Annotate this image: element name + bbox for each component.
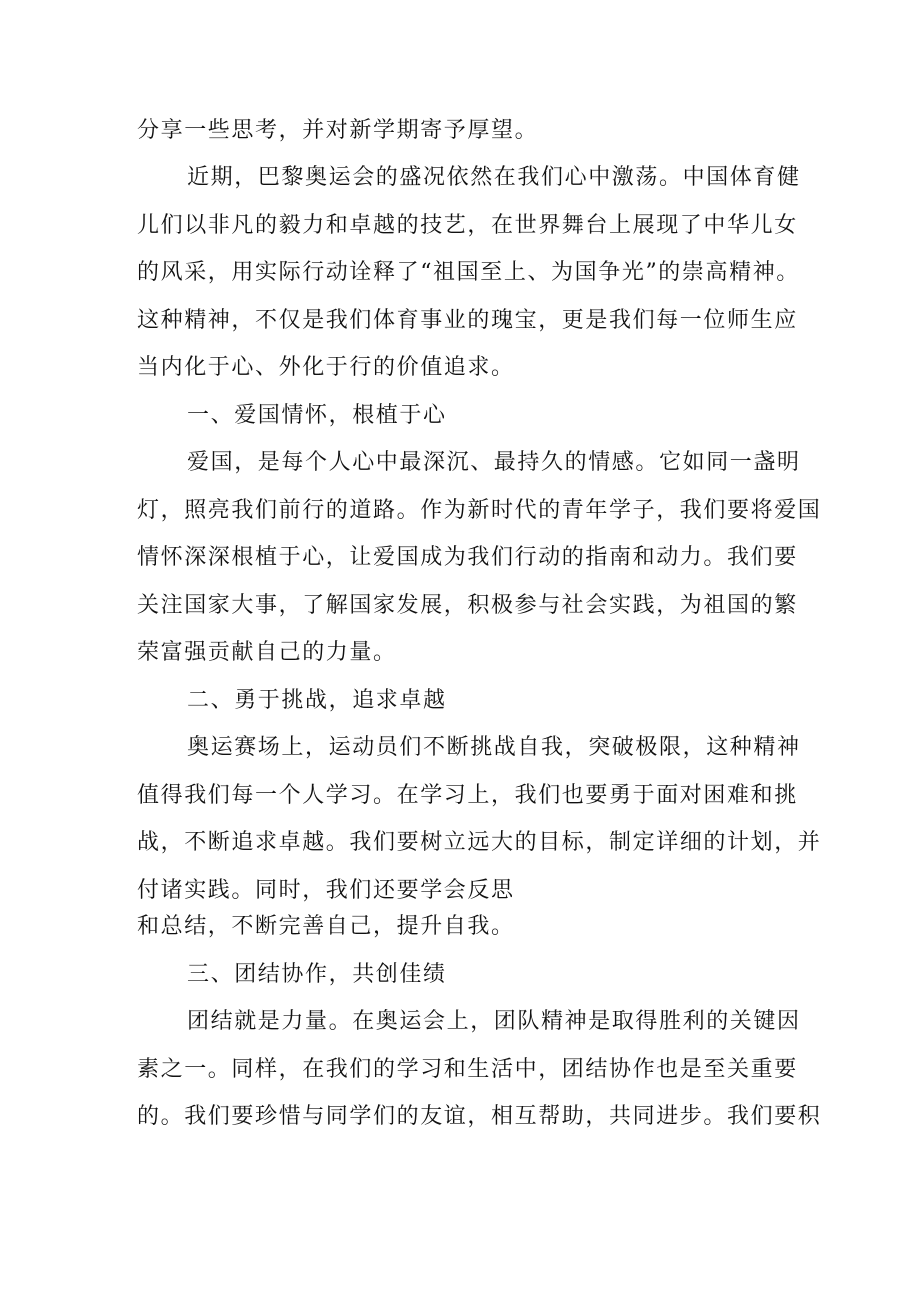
text-line: 分享一些思考，并对新学期寄予厚望。 xyxy=(137,118,539,143)
text-line: 情怀深深根植于心，让爱国成为我们行动的指南和动力。我们要 xyxy=(137,545,798,570)
text-line: 战，不断追求卓越。我们要树立远大的目标，制定详细的计划，并 xyxy=(137,830,822,855)
text-line: 团结就是力量。在奥运会上，团队精神是取得胜利的关键因 xyxy=(187,1009,801,1034)
text-line: 这种精神，不仅是我们体育事业的瑰宝，更是我们每一位师生应 xyxy=(137,308,798,333)
text-line: 和总结，不断完善自己，提升自我。 xyxy=(137,914,515,939)
text-line: 付诸实践。同时，我们还要学会反思 xyxy=(137,878,515,903)
text-line: 关注国家大事，了解国家发展，积极参与社会实践，为祖国的繁 xyxy=(137,593,798,618)
section-heading: 二、勇于挑战，追求卓越 xyxy=(187,688,447,713)
text-line: 素之一。同样，在我们的学习和生活中，团结协作也是至关重要 xyxy=(137,1057,798,1082)
text-line: 荣富强贡献自己的力量。 xyxy=(137,640,397,665)
text-line: 当内化于心、外化于行的价值追求。 xyxy=(137,355,515,380)
text-line: 的风采，用实际行动诠释了“祖国至上、为国争光”的崇高精神。 xyxy=(137,260,800,285)
section-heading: 三、团结协作，共创佳绩 xyxy=(187,962,447,987)
text-line: 奥运赛场上，运动员们不断挑战自我，突破极限，这种精神 xyxy=(187,735,801,760)
text-line: 爱国，是每个人心中最深沉、最持久的情感。它如同一盏明 xyxy=(187,450,801,475)
text-line: 的。我们要珍惜与同学们的友谊，相互帮助，共同进步。我们要积 xyxy=(137,1104,822,1129)
text-line: 灯，照亮我们前行的道路。作为新时代的青年学子，我们要将爱国 xyxy=(137,498,822,523)
text-line: 值得我们每一个人学习。在学习上，我们也要勇于面对困难和挑 xyxy=(137,783,798,808)
section-heading: 一、爱国情怀，根植于心 xyxy=(187,403,447,428)
text-line: 近期，巴黎奥运会的盛况依然在我们心中激荡。中国体育健 xyxy=(187,165,801,190)
text-line: 儿们以非凡的毅力和卓越的技艺，在世界舞台上展现了中华儿女 xyxy=(137,213,798,238)
